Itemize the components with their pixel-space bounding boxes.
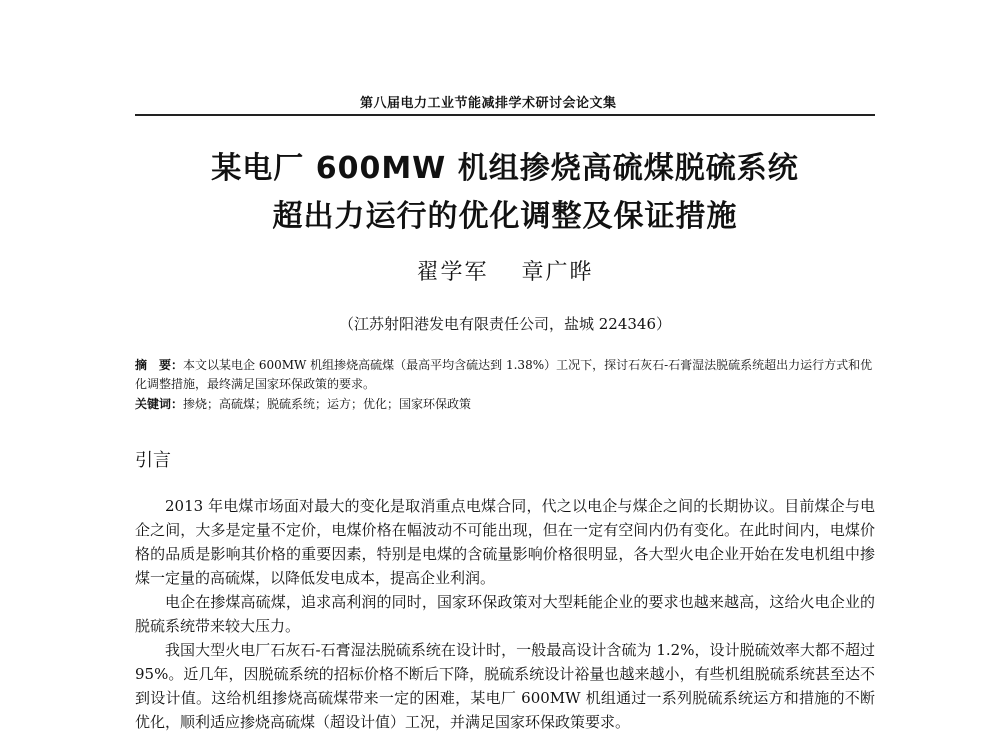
body-text	[135, 494, 875, 734]
paragraph: 2013 年电煤市场面对最大的变化是取消重点电煤合同，代之以电企与煤企之间的长期协议。目前煤企与电企之间，大多是定量不定价，电煤价格在幅波动不可能出现，但在一定有空间内仍有变化。在此时间内，电煤价格的品质是影响其价格的重要因素，特别是电煤的含硫量影响价格很明显，各大型火电企业开始在发电机组中掺煤一定量的高硫煤，以降低发电成本，提高企业利润。	[135, 497, 875, 587]
abstract-text: 本文以某电企 600MW 机组掺烧高硫煤（最高平均含硫达到 1.38%）工况下，探讨石灰石-石膏湿法脱硫系统超出力运行方式和优化调整措施，最终满足国家环保政策的要求。	[135, 358, 873, 391]
running-head: 第八届电力工业节能减排学术研讨会论文集	[360, 96, 617, 111]
keywords	[135, 395, 875, 414]
keywords-label: 关键词：	[135, 397, 184, 411]
affiliation: （江苏射阳港发电有限责任公司，盐城 224346）	[338, 315, 672, 333]
header-rule	[135, 114, 875, 116]
authors: 翟学军 章广晔	[416, 260, 594, 285]
paragraph: 电企在掺煤高硫煤，追求高利润的同时，国家环保政策对大型耗能企业的要求也越来越高，这给火电企业的脱硫系统带来较大压力。	[135, 593, 875, 635]
keywords-text: 掺烧；高硫煤；脱硫系统；运方；优化；国家环保政策	[183, 397, 472, 411]
section-heading: 引言	[135, 450, 171, 471]
abstract-label: 摘 要：	[135, 358, 184, 372]
paragraph: 我国大型火电厂石灰石-石膏湿法脱硫系统在设计时，一般最高设计含硫为 1.2%，设计脱硫效率大都不超过 95%。近几年，因脱硫系统的招标价格不断后下降，脱硫系统设计裕量也越来越小，有些机组脱硫系统甚至达不到设计值。这给机组掺烧高硫煤带来一定的困难，某电厂 600MW 机组通过一系列脱硫系统运方和措施的不断优化，顺利适应掺烧高硫煤（超设计值）工况，并满足国家环保政策要求。	[135, 641, 875, 731]
paper-title-line-1: 某电厂 600MW 机组掺烧高硫煤脱硫系统	[211, 151, 799, 186]
abstract	[135, 356, 875, 394]
paper-title-line-2: 超出力运行的优化调整及保证措施	[272, 199, 738, 234]
